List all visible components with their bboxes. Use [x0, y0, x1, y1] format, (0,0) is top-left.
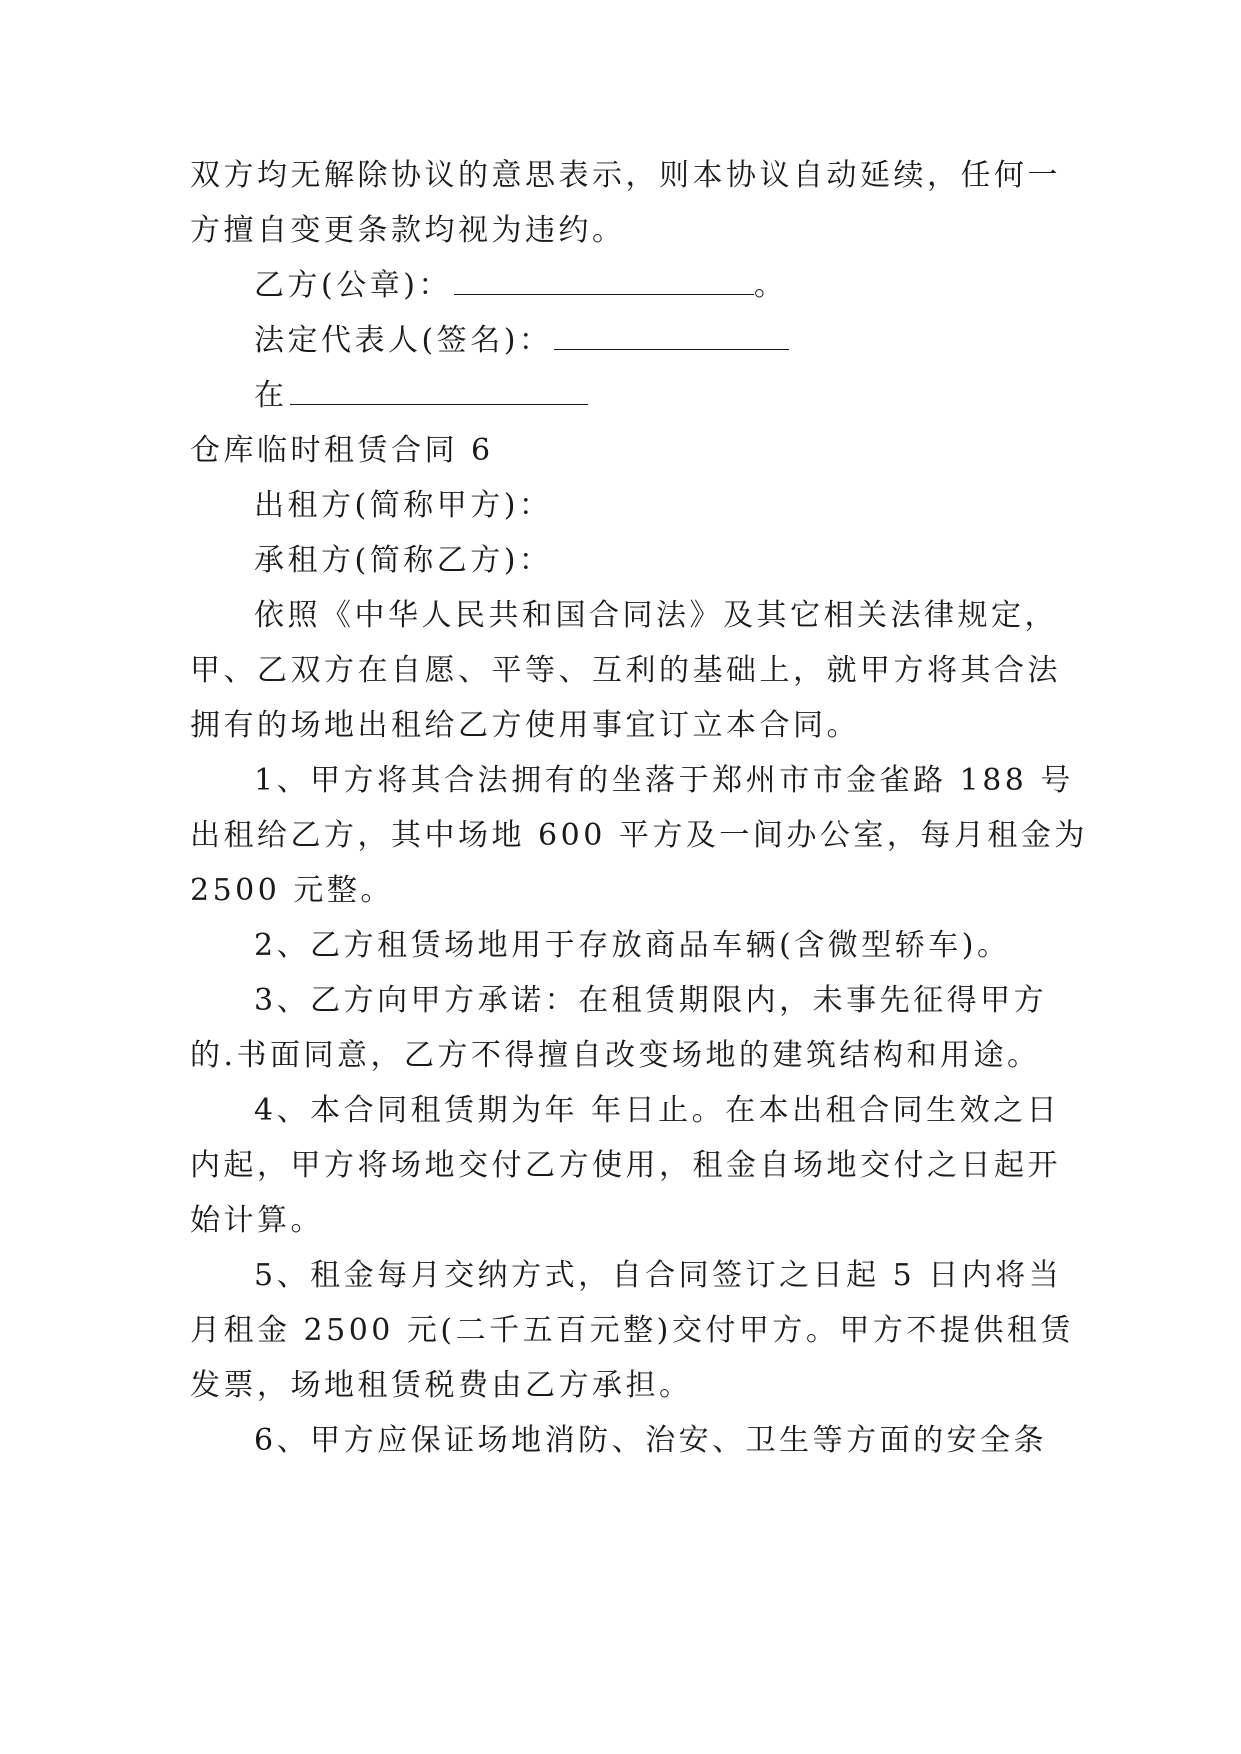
place-blank [290, 378, 588, 405]
party-b-seal-blank [454, 268, 754, 295]
clause-6: 6、甲方应保证场地消防、治安、卫生等方面的安全条 [254, 1423, 1048, 1458]
text-line: 双方均无解除协议的意思表示，则本协议自动延续，任何一 [190, 158, 1061, 193]
text-line: 发票，场地租赁税费由乙方承担。 [190, 1368, 693, 1403]
text-line: 2500 元整。 [190, 873, 394, 908]
clause-3: 3、乙方向甲方承诺：在租赁期限内，未事先征得甲方 [254, 983, 1048, 1018]
text-line: 出租给乙方，其中场地 600 平方及一间办公室，每月租金为 [190, 818, 1088, 853]
lessor-label: 出租方(简称甲方)： [254, 488, 553, 523]
signature-line-place [254, 370, 588, 414]
clause-1: 1、甲方将其合法拥有的坐落于郑州市市金雀路 188 号 [254, 763, 1074, 798]
text-line: 的.书面同意，乙方不得擅自改变场地的建筑结构和用途。 [190, 1038, 1041, 1073]
party-b-seal-label: 乙方(公章)： [254, 268, 452, 303]
place-label: 在 [254, 378, 288, 413]
period: 。 [753, 268, 788, 303]
text-line: 依照《中华人民共和国合同法》及其它相关法律规定， [254, 598, 1058, 633]
text-line: 甲、乙双方在自愿、平等、互利的基础上，就甲方将其合法 [190, 653, 1061, 688]
signature-line-legal-rep [254, 315, 789, 359]
clause-2: 2、乙方租赁场地用于存放商品车辆(含微型轿车)。 [254, 928, 1011, 963]
signature-line-party-b [254, 260, 787, 304]
clause-5: 5、租金每月交纳方式，自合同签订之日起 5 日内将当 [254, 1258, 1063, 1293]
section-title: 仓库临时租赁合同 6 [190, 433, 494, 468]
legal-rep-blank [554, 323, 789, 350]
text-line: 始计算。 [190, 1203, 324, 1238]
text-line: 方擅自变更条款均视为违约。 [190, 213, 626, 248]
clause-4: 4、本合同租赁期为年 年日止。在本出租合同生效之日 [254, 1093, 1061, 1128]
text-line: 月租金 2500 元(二千五百元整)交付甲方。甲方不提供租赁 [190, 1313, 1074, 1348]
text-line: 拥有的场地出租给乙方使用事宜订立本合同。 [190, 708, 860, 743]
legal-rep-label: 法定代表人(签名)： [254, 323, 553, 358]
text-line: 内起，甲方将场地交付乙方使用，租金自场地交付之日起开 [190, 1148, 1061, 1183]
lessee-label: 承租方(简称乙方)： [254, 543, 553, 578]
